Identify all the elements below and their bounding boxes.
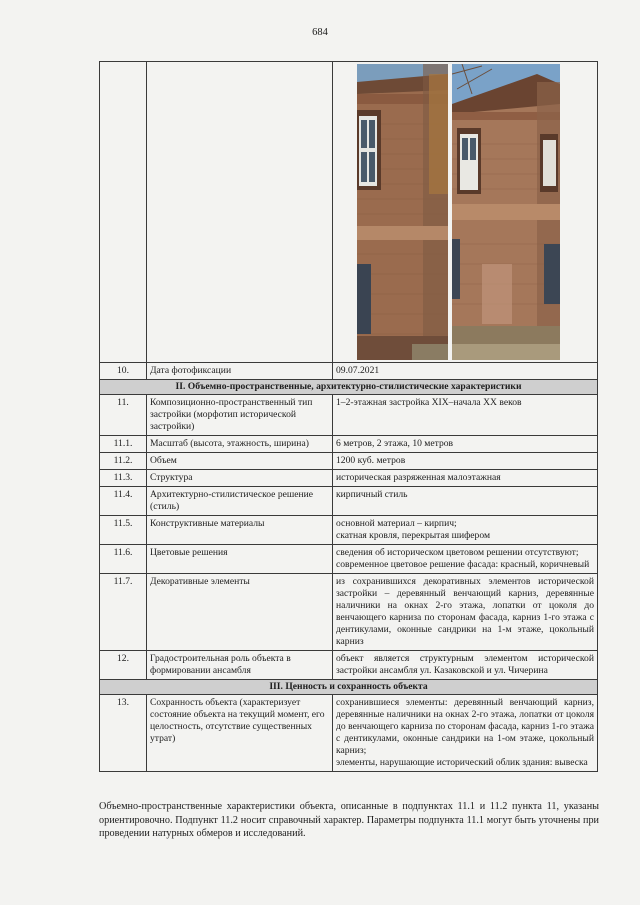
table-row-10 xyxy=(100,363,598,380)
table-row-11-5 xyxy=(100,516,598,545)
section-title: III. Ценность и сохранность объекта xyxy=(100,680,598,695)
table-row-photos xyxy=(100,62,598,363)
table-row-11-7 xyxy=(100,574,598,651)
row-label: Конструктивные материалы xyxy=(147,516,333,545)
row-number: 11.5. xyxy=(100,516,147,545)
table-row-11-3 xyxy=(100,470,598,487)
row-value: кирпичный стиль xyxy=(333,487,598,516)
row-value xyxy=(333,545,598,574)
table-row-11-4 xyxy=(100,487,598,516)
row-number: 10. xyxy=(100,363,147,380)
row-number: 13. xyxy=(100,695,147,772)
section-title: II. Объемно-пространственные, архитектурно-стилистические характеристики xyxy=(100,380,598,395)
row-label: Декоративные элементы xyxy=(147,574,333,651)
row-label: Сохранность объекта (характеризует состояние объекта на текущий момент, его целостность, отсутствие существенных утрат) xyxy=(147,695,333,772)
row-number: 11.3. xyxy=(100,470,147,487)
row-value: историческая разряженная малоэтажная xyxy=(333,470,598,487)
row-value: 09.07.2021 xyxy=(333,363,598,380)
row-number: 11.2. xyxy=(100,453,147,470)
row-value: из сохранившихся декоративных элементов исторической застройки – деревянный венчающий карниз, деревянные наличники на окнах 2-го этажа, лопатки от цоколя до венчающего карниза по сторонам фасада, карниз 1-го этажа с дентикулами, оконные сандрики на 1-м этаже, цокольный карниз xyxy=(333,574,598,651)
value-line: сохранившиеся элементы: деревянный венчающий карниз, деревянные наличники на окнах 2-го этажа, лопатки от цоколя до венчающего карниза по сторонам фасада, карниз 1-го этажа с дентикулами, оконные сандрики на 1-ом этаже, цокольный карниз; xyxy=(336,697,594,756)
row-label: Цветовые решения xyxy=(147,545,333,574)
value-line: элементы, нарушающие исторический облик здания: вывеска xyxy=(336,757,588,768)
table-row-13 xyxy=(100,695,598,772)
row-value: 6 метров, 2 этажа, 10 метров xyxy=(333,436,598,453)
empty-num-cell xyxy=(100,62,147,363)
row-label: Архитектурно-стилистическое решение (стиль) xyxy=(147,487,333,516)
brick-building-photo-1 xyxy=(357,64,448,360)
section-header-3 xyxy=(100,680,598,695)
page-number: 684 xyxy=(312,27,328,38)
row-value xyxy=(333,695,598,772)
section-header-2 xyxy=(100,380,598,395)
row-label: Дата фотофиксации xyxy=(147,363,333,380)
row-label: Градостроительная роль объекта в формировании ансамбля xyxy=(147,651,333,680)
row-value: 1200 куб. метров xyxy=(333,453,598,470)
row-number: 12. xyxy=(100,651,147,680)
table-row-12 xyxy=(100,651,598,680)
row-value xyxy=(333,516,598,545)
footnote: Объемно-пространственные характеристики объекта, описанные в подпунктах 11.1 и 11.2 пункта 11, указаны ориентировочно. Подпункт 11.2 носит справочный характер. Параметры подпункта 11.1 могут быть уточнены при проведении натурных обмеров и исследований. xyxy=(99,801,599,839)
brick-building-photo-2 xyxy=(452,64,560,360)
photo-cell xyxy=(333,62,598,363)
table-row-11-6 xyxy=(100,545,598,574)
row-label: Структура xyxy=(147,470,333,487)
row-label: Композиционно-пространственный тип застройки (морфотип исторической застройки) xyxy=(147,395,333,436)
row-label: Объем xyxy=(147,453,333,470)
row-number: 11.7. xyxy=(100,574,147,651)
row-number: 11. xyxy=(100,395,147,436)
row-number: 11.4. xyxy=(100,487,147,516)
value-line: современное цветовое решение фасада: красный, коричневый xyxy=(336,559,590,570)
empty-label-cell xyxy=(147,62,333,363)
value-line: сведения об историческом цветовом решении отсутствуют; xyxy=(336,547,579,558)
row-value: объект является структурным элементом исторической застройки ансамбля ул. Казаковской и ул. Чичерина xyxy=(333,651,598,680)
value-line: основной материал – кирпич; xyxy=(336,518,457,529)
value-line: скатная кровля, перекрытая шифером xyxy=(336,530,491,541)
row-label: Масштаб (высота, этажность, ширина) xyxy=(147,436,333,453)
object-passport-table xyxy=(99,61,598,772)
row-number: 11.6. xyxy=(100,545,147,574)
table-row-11-2 xyxy=(100,453,598,470)
row-value: 1–2-этажная застройка XIX–начала XX веков xyxy=(333,395,598,436)
row-number: 11.1. xyxy=(100,436,147,453)
table-row-11-1 xyxy=(100,436,598,453)
table-row-11 xyxy=(100,395,598,436)
